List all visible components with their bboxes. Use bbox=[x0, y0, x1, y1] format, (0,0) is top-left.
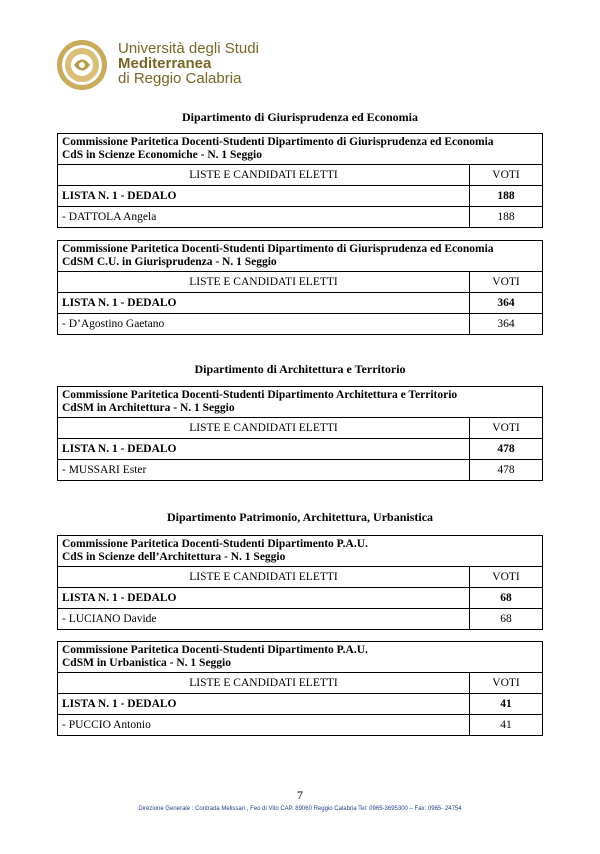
logo-line-2: Mediterranea bbox=[118, 55, 212, 72]
commission-name: Commissione Paritetica Docenti-Studenti Dipartimento di Giurisprudenza ed Economia bbox=[62, 243, 494, 255]
list-name: LISTA N. 1 - DEDALO bbox=[58, 293, 470, 314]
commission-name: Commissione Paritetica Docenti-Studenti Dipartimento di Giurisprudenza ed Economia bbox=[62, 136, 494, 148]
section-title: Dipartimento di Giurisprudenza ed Economia bbox=[181, 110, 418, 124]
commission-header bbox=[58, 241, 543, 272]
commission-header bbox=[58, 642, 543, 673]
candidate-name: - MUSSARI Ester bbox=[58, 460, 470, 481]
column-header-lists: LISTE E CANDIDATI ELETTI bbox=[58, 165, 470, 186]
list-votes: 364 bbox=[470, 293, 543, 314]
page-number: 7 bbox=[297, 788, 303, 802]
list-votes: 478 bbox=[470, 439, 543, 460]
candidate-name: - LUCIANO Davide bbox=[58, 609, 470, 630]
course-name: CdS in Scienze Economiche - N. 1 Seggio bbox=[62, 149, 262, 161]
list-name: LISTA N. 1 - DEDALO bbox=[58, 439, 470, 460]
commission-header bbox=[58, 134, 543, 165]
course-name: CdSM in Architettura - N. 1 Seggio bbox=[62, 402, 235, 414]
list-votes: 41 bbox=[470, 694, 543, 715]
commission-header bbox=[58, 536, 543, 567]
column-header-votes: VOTI bbox=[470, 418, 543, 439]
logo-line-1: Università degli Studi bbox=[118, 40, 259, 57]
list-name: LISTA N. 1 - DEDALO bbox=[58, 694, 470, 715]
list-votes: 68 bbox=[470, 588, 543, 609]
results-table bbox=[57, 641, 543, 736]
results-table bbox=[57, 535, 543, 630]
column-header-votes: VOTI bbox=[470, 165, 543, 186]
column-header-votes: VOTI bbox=[470, 673, 543, 694]
candidate-name: - D’Agostino Gaetano bbox=[58, 314, 470, 335]
column-header-lists: LISTE E CANDIDATI ELETTI bbox=[58, 272, 470, 293]
candidate-votes: 364 bbox=[470, 314, 543, 335]
logo-line-3: di Reggio Calabria bbox=[118, 70, 242, 87]
commission-name: Commissione Paritetica Docenti-Studenti Dipartimento P.A.U. bbox=[62, 644, 368, 656]
commission-header bbox=[58, 387, 543, 418]
university-seal-icon bbox=[56, 39, 108, 91]
results-table bbox=[57, 386, 543, 481]
list-name: LISTA N. 1 - DEDALO bbox=[58, 186, 470, 207]
commission-name: Commissione Paritetica Docenti-Studenti Dipartimento Architettura e Territorio bbox=[62, 389, 458, 401]
candidate-votes: 478 bbox=[470, 460, 543, 481]
candidate-votes: 188 bbox=[470, 207, 543, 228]
results-table bbox=[57, 240, 543, 335]
column-header-lists: LISTE E CANDIDATI ELETTI bbox=[58, 418, 470, 439]
results-table bbox=[57, 133, 543, 228]
section-title: Dipartimento di Architettura e Territorio bbox=[194, 362, 406, 376]
footer-address: Direzione Generale : Contrada Melissari , Feo di Vito CAP. 89060 Reggio Calabria Tel: 0965-3695300 – Fax: 0965- 24754 bbox=[138, 806, 462, 812]
course-name: CdSM in Urbanistica - N. 1 Seggio bbox=[62, 657, 231, 669]
column-header-votes: VOTI bbox=[470, 272, 543, 293]
candidate-name: - PUCCIO Antonio bbox=[58, 715, 470, 736]
list-name: LISTA N. 1 - DEDALO bbox=[58, 588, 470, 609]
candidate-votes: 68 bbox=[470, 609, 543, 630]
candidate-votes: 41 bbox=[470, 715, 543, 736]
list-votes: 188 bbox=[470, 186, 543, 207]
university-logo bbox=[56, 37, 296, 93]
course-name: CdSM C.U. in Giurisprudenza - N. 1 Seggio bbox=[62, 256, 277, 268]
section-title: Dipartimento Patrimonio, Architettura, Urbanistica bbox=[166, 510, 434, 524]
candidate-name: - DATTOLA Angela bbox=[58, 207, 470, 228]
commission-name: Commissione Paritetica Docenti-Studenti Dipartimento P.A.U. bbox=[62, 538, 368, 550]
column-header-lists: LISTE E CANDIDATI ELETTI bbox=[58, 673, 470, 694]
column-header-votes: VOTI bbox=[470, 567, 543, 588]
column-header-lists: LISTE E CANDIDATI ELETTI bbox=[58, 567, 470, 588]
course-name: CdS in Scienze dell’Architettura - N. 1 Seggio bbox=[62, 551, 286, 563]
